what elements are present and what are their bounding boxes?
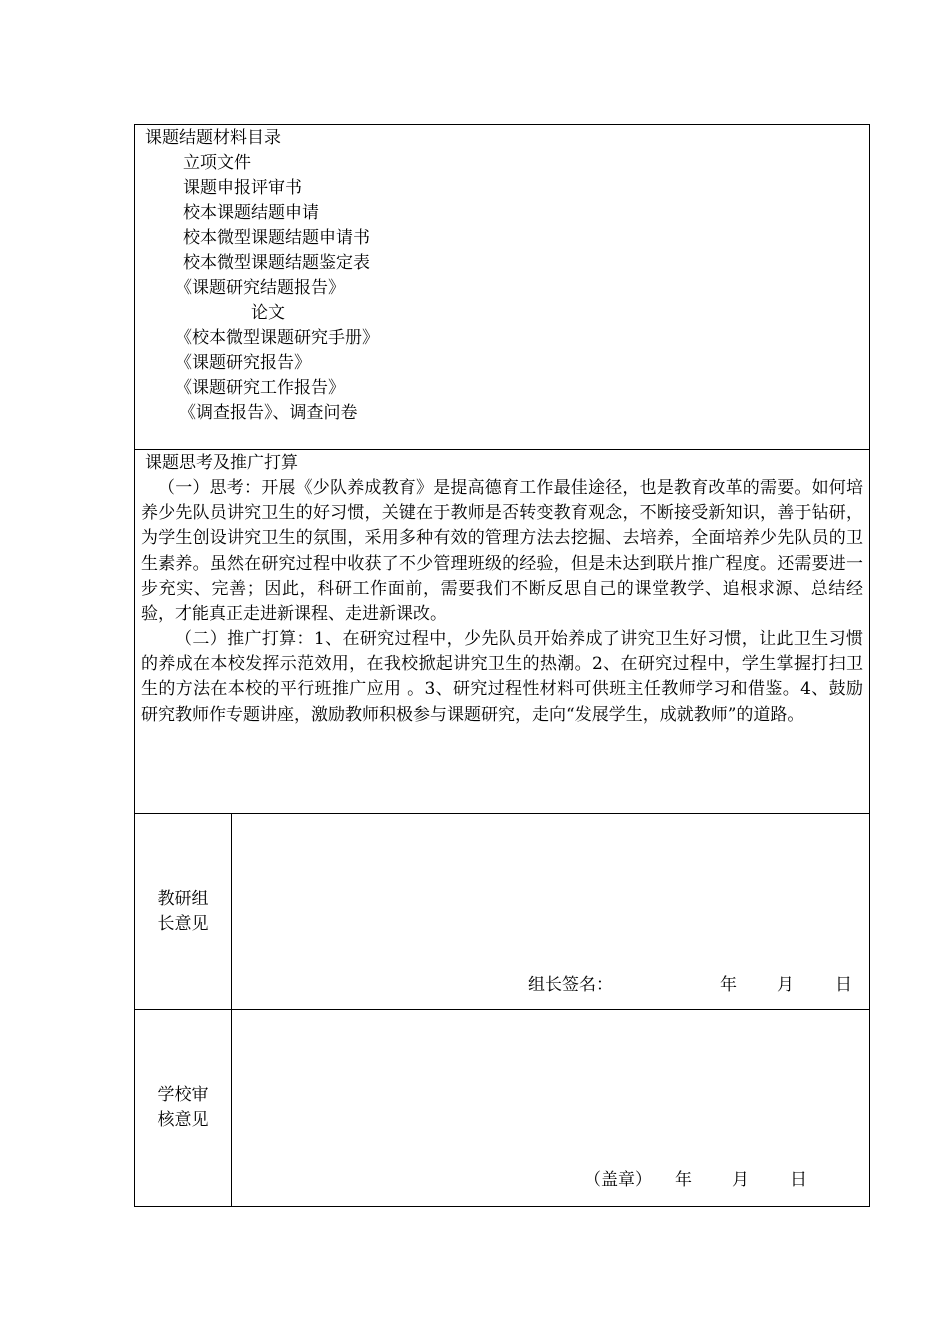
- leader-date-month: 月: [777, 975, 794, 995]
- group-leader-opinion-cell: [232, 814, 869, 1010]
- school-date-day: 日: [790, 1170, 807, 1190]
- thoughts-paragraph: （一）思考：开展《少队养成教育》是提高德育工作最佳途径，也是教育改革的需要。如何培养少先队员讲究卫生的好习惯，关键在于教师是否转变教育观念，不断接受新知识，善于钻研，为学生创设讲究卫生的氛围，采用多种有效的管理方法去挖掘、去培养，全面培养少先队员的卫生素养。虽然在研究过程中收获了不少管理班级的经验，但是未达到联片推广程度。还需要进一步充实、完善；因此，科研工作面前，需要我们不断反思自己的课堂教学、追根求源、总结经验，才能真正走进新课程、走进新课改。: [141, 478, 863, 625]
- catalog-item: 《课题研究工作报告》: [175, 378, 345, 398]
- school-review-label-cell: [135, 1010, 232, 1206]
- materials-catalog-cell: [135, 125, 869, 450]
- thoughts-heading: 课题思考及推广打算: [145, 453, 298, 473]
- catalog-item: 课题申报评审书: [183, 178, 302, 198]
- catalog-item: 论文: [251, 303, 285, 323]
- school-review-label: 学校审核意见: [157, 1085, 209, 1130]
- catalog-item: 《课题研究结题报告》: [175, 278, 345, 298]
- catalog-item: 《课题研究报告》: [175, 353, 311, 373]
- review-form-table: [134, 124, 870, 1207]
- catalog-item: 立项文件: [183, 153, 251, 173]
- school-date-month: 月: [732, 1170, 749, 1190]
- leader-sign-label: 组长签名：: [528, 975, 613, 995]
- school-date-year: 年: [675, 1170, 692, 1190]
- catalog-item: 校本课题结题申请: [183, 203, 319, 223]
- group-leader-label-cell: [135, 814, 232, 1010]
- group-leader-label: 教研组长意见: [157, 888, 209, 934]
- promotion-paragraph: （二）推广打算：1、在研究过程中，少先队员开始养成了讲究卫生好习惯，让此卫生习惯的养成在本校发挥示范效用，在我校掀起讲究卫生的热潮。2、在研究过程中，学生掌握打扫卫生的方法在本校的平行班推广应用 。3、研究过程性材料可供班主任教师学习和借鉴。4、鼓励研究教师作专题讲座，激励教师积极参与课题研究，走向“发展学生，成就教师”的道路。: [141, 629, 863, 725]
- thoughts-promotion-cell: [135, 450, 869, 814]
- catalog-heading: 课题结题材料目录: [145, 128, 281, 148]
- catalog-item: 校本微型课题结题申请书: [183, 228, 370, 248]
- school-review-opinion-cell: [232, 1010, 869, 1206]
- leader-date-day: 日: [835, 975, 852, 995]
- catalog-item: 《校本微型课题研究手册》: [175, 328, 379, 348]
- school-seal-label: （盖章）: [584, 1170, 652, 1190]
- catalog-item: 校本微型课题结题鉴定表: [183, 253, 370, 273]
- catalog-item: 《调查报告》、调查问卷: [179, 403, 358, 423]
- leader-date-year: 年: [720, 975, 737, 995]
